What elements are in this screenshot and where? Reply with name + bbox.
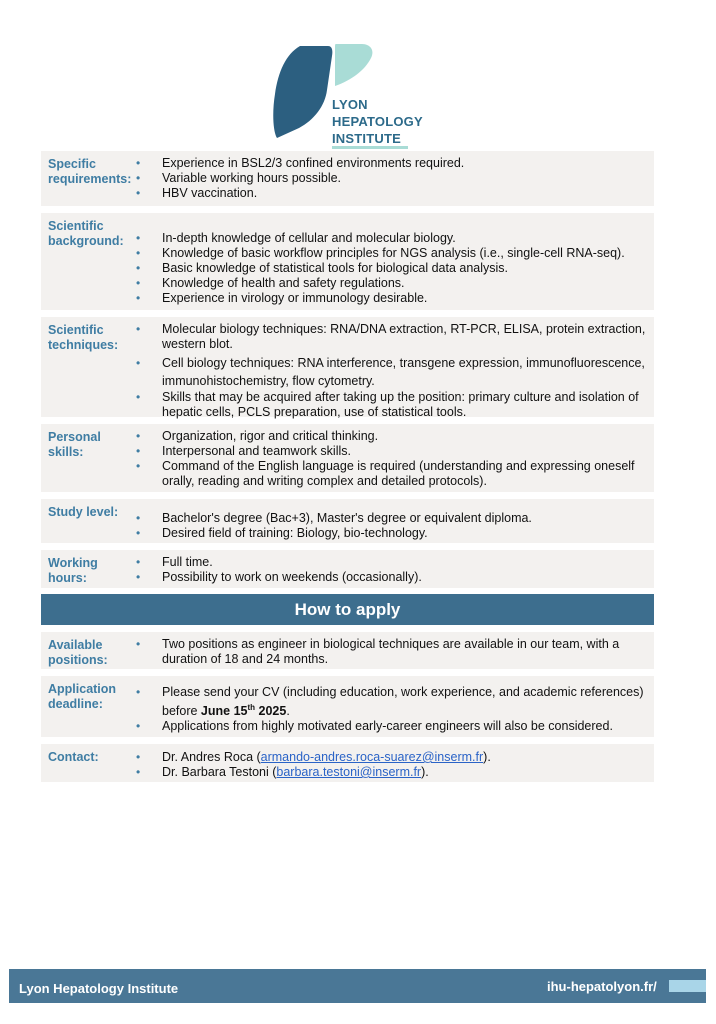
- list-item: • Variable working hours possible.: [136, 171, 646, 186]
- section-personal-skills: [41, 424, 654, 492]
- section-specific-requirements: [41, 151, 654, 206]
- list-item: • Organization, rigor and critical thinking.: [136, 429, 646, 444]
- list-item: • Bachelor's degree (Bac+3), Master's degree or equivalent diploma.: [136, 511, 646, 526]
- section-label: Available positions:: [48, 638, 108, 667]
- list-item: • Knowledge of basic workflow principles for NGS analysis (i.e., single-cell RNA-seq).: [136, 246, 646, 261]
- deadline-text: Please send your CV (including education, work experience, and academic references) before: [162, 685, 644, 719]
- bullet-list: [136, 685, 646, 732]
- list-item: • Skills that may be acquired after taking up the position: primary culture and isolation of hepatic cells, PCLS preparation, use of statistical tools.: [136, 390, 646, 420]
- list-item: • Command of the English language is required (understanding and expressing oneself orally, reading and writing complex and detailed protocols).: [136, 459, 646, 489]
- how-to-apply-heading: How to apply: [41, 594, 654, 625]
- list-item: • Basic knowledge of statistical tools for biological data analysis.: [136, 261, 646, 276]
- logo-line-3: INSTITUTE: [332, 131, 401, 146]
- footer-accent-bar: [669, 980, 706, 992]
- section-label: Application deadline:: [48, 682, 117, 711]
- bullet-list: [136, 429, 646, 487]
- section-available-positions: [41, 632, 654, 669]
- institute-logo: [272, 38, 432, 150]
- section-application-deadline: [41, 676, 654, 737]
- section-label: Personal skills:: [48, 430, 101, 459]
- contact-item: • Dr. Barbara Testoni (barbara.testoni@inserm.fr).: [136, 765, 646, 780]
- contact-item: • Dr. Andres Roca (armando-andres.roca-suarez@inserm.fr).: [136, 750, 646, 765]
- list-item: • Full time.: [136, 555, 646, 570]
- bullet-list: [136, 511, 646, 538]
- logo-line-2: HEPATOLOGY: [332, 114, 423, 129]
- list-item: • Possibility to work on weekends (occasionally).: [136, 570, 646, 585]
- section-label: Working hours:: [48, 556, 98, 585]
- list-item: • Applications from highly motivated early-career engineers will also be considered.: [136, 719, 646, 734]
- section-label: Specific requirements:: [48, 157, 132, 186]
- list-item: • Please send your CV (including education, work experience, and academic references) before June 15th 2025.: [136, 685, 646, 719]
- section-label: Scientific techniques:: [48, 323, 119, 352]
- list-item: • Knowledge of health and safety regulations.: [136, 276, 646, 291]
- list-item: • In-depth knowledge of cellular and molecular biology.: [136, 231, 646, 246]
- job-offer-content: [41, 151, 654, 789]
- list-item: • Interpersonal and teamwork skills.: [136, 444, 646, 459]
- email-link[interactable]: barbara.testoni@inserm.fr: [276, 765, 422, 779]
- bullet-list: [136, 231, 646, 305]
- section-scientific-techniques: [41, 317, 654, 417]
- deadline-date: June 15th 2025: [200, 703, 287, 719]
- section-contact: [41, 744, 654, 782]
- list-item: • Two positions as engineer in biological techniques are available in our team, with a duration of 18 and 24 months.: [136, 637, 646, 667]
- footer-website-link[interactable]: ihu-hepatolyon.fr/: [547, 979, 657, 994]
- section-label: Contact:: [48, 750, 99, 764]
- bullet-list: [136, 750, 646, 777]
- bullet-list: [136, 322, 646, 419]
- list-item: • Desired field of training: Biology, bio-technology.: [136, 526, 646, 541]
- footer-institute-name: Lyon Hepatology Institute: [19, 981, 179, 996]
- logo-line-1: LYON: [332, 97, 368, 112]
- list-item: • Cell biology techniques: RNA interference, transgene expression, immunofluorescence, immunohistochemistry, flow cytometry.: [136, 354, 646, 390]
- bullet-list: [136, 637, 646, 664]
- list-item: • HBV vaccination.: [136, 186, 646, 201]
- section-working-hours: [41, 550, 654, 588]
- bullet-list: [136, 156, 646, 201]
- list-item: • Experience in virology or immunology desirable.: [136, 291, 646, 306]
- logo-underline: [332, 146, 408, 149]
- bullet-list: [136, 555, 646, 583]
- email-link[interactable]: armando-andres.roca-suarez@inserm.fr: [260, 750, 484, 764]
- section-study-level: [41, 499, 654, 543]
- section-label: Study level:: [48, 505, 119, 519]
- page-footer: [9, 969, 706, 1003]
- list-item: • Molecular biology techniques: RNA/DNA extraction, RT-PCR, ELISA, protein extraction, western blot.: [136, 322, 646, 352]
- section-scientific-background: [41, 213, 654, 310]
- section-label: Scientific background:: [48, 219, 124, 248]
- list-item: • Experience in BSL2/3 confined environments required.: [136, 156, 646, 171]
